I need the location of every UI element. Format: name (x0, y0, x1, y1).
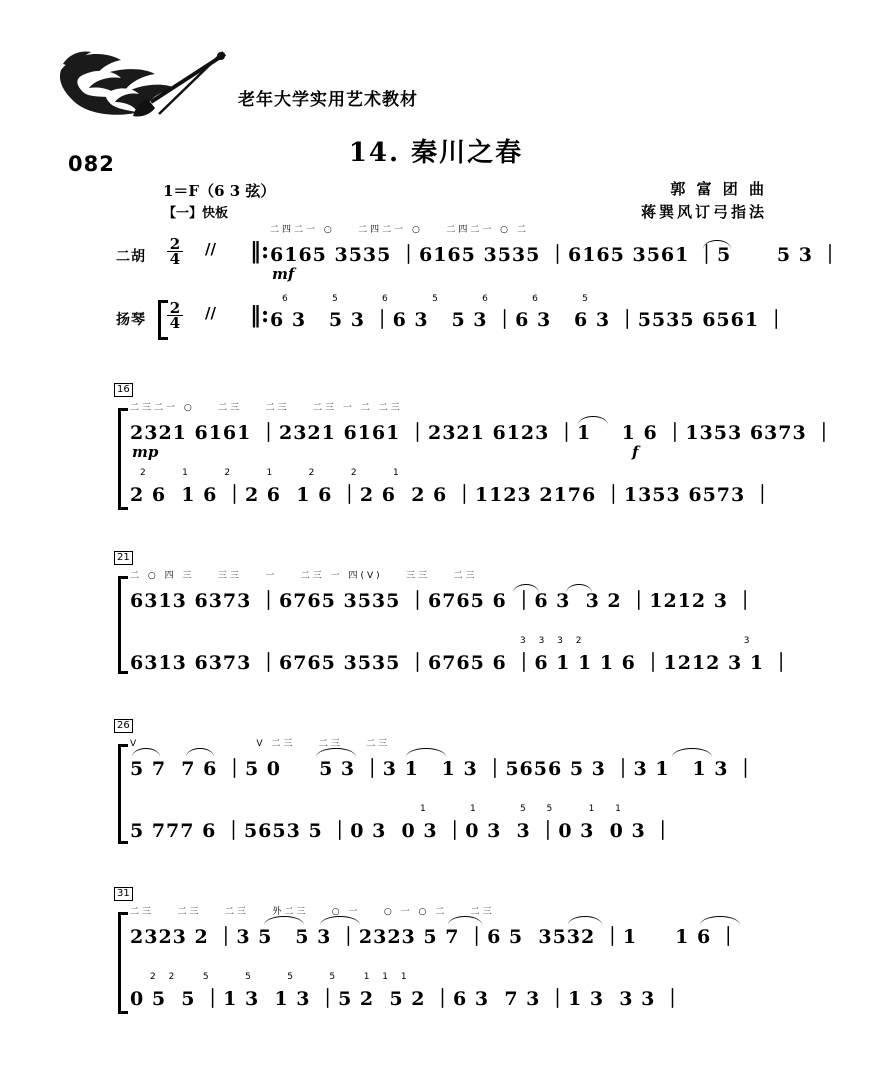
instrument-label-yangqin: 扬琴 (116, 312, 146, 328)
erhu-fingering-row: V V 二三 二三 二三 (130, 739, 391, 749)
erhu-fingering-row: 二 ○ 四 三 三三 一 二三 一 四(V) 三三 二三 (130, 571, 478, 581)
key-signature: 1＝F（6 3 弦） (163, 182, 276, 200)
slur-mark (186, 748, 214, 757)
time-signature-erhu (167, 237, 183, 266)
slur-mark (700, 916, 740, 925)
time-signature-numerator: 2 (169, 299, 181, 317)
measure-number-16: 16 (114, 383, 133, 397)
erhu-notes-row: 5 7 7 6 ｜5 0 5 3 ｜3 1 1 3 ｜5656 5 3 ｜3 1 1 3 ｜ (130, 758, 757, 780)
erhu-fingering-row: 二三二一 ○ 二三 二三 二三 一 二 二三 (130, 403, 403, 413)
yangqin-notes-row: 6313 6373 ｜6765 3535 ｜6765 6 ｜6 1 1 1 6 ｜1212 3 1 ｜ (130, 652, 792, 674)
measure-number-31: 31 (114, 887, 133, 901)
dynamic-mf: mf (272, 265, 295, 283)
arranger-credit: 蒋巽风订弓指法 (640, 203, 767, 221)
page-number: 082 (68, 152, 115, 176)
repeat-start-erhu: ‖: (250, 238, 270, 264)
staff-brace (118, 576, 128, 674)
page-title: 14. 秦川之春 (348, 138, 524, 168)
staff-brace (118, 912, 128, 1014)
measure-number-21: 21 (114, 551, 133, 565)
series-label: 老年大学实用艺术教材 (238, 90, 418, 110)
time-signature-denominator: 4 (167, 315, 183, 330)
yangqin-upper-row: 1 1 5 5 1 1 (420, 804, 626, 814)
erhu-notes-row: 6313 6373 ｜6765 3535 ｜6765 6 ｜6 3 3 2 ｜1212 3 ｜ (130, 590, 756, 612)
instrument-label-erhu: 二胡 (116, 249, 146, 265)
composer-credit: 郭 富 团 曲 (670, 180, 767, 198)
slur-mark (406, 748, 446, 757)
yangqin-upper-row: 3 3 3 2 3 (520, 636, 755, 646)
slur-mark (568, 916, 602, 925)
yangqin-notes-row: 5 777 6 ｜5653 5 ｜0 3 0 3 ｜0 3 3 ｜0 3 0 3 ｜ (130, 820, 674, 842)
tempo-marking: 【一】快板 (163, 206, 229, 221)
time-signature-numerator: 2 (169, 235, 181, 253)
rest-symbol-yangqin: // (205, 304, 216, 322)
rest-symbol-erhu: // (205, 240, 216, 258)
dynamic-mp: mp (132, 443, 159, 461)
slur-mark (264, 916, 304, 925)
dynamic-f: f (632, 443, 639, 461)
yangqin-upper-row: 2 2 5 5 5 5 1 1 1 (150, 972, 412, 982)
slur-mark (320, 916, 360, 925)
erhu-notes-row: 2321 6161 ｜2321 6161 ｜2321 6123 ｜1 1 6 ｜1353 6373 ｜ (130, 422, 835, 444)
slur-mark (672, 748, 712, 757)
slur-mark (132, 748, 160, 757)
credits (641, 178, 767, 224)
yangqin-upper-row: 6 5 6 5 6 6 5 (282, 294, 593, 304)
erhu-notes-row: 2323 2 ｜3 5 5 3 ｜2323 5 7 ｜6 5 3532 ｜1 1 6 ｜ (130, 926, 739, 948)
staff-brace (118, 408, 128, 510)
yangqin-notes-row: 0 5 5 ｜1 3 1 3 ｜5 2 5 2 ｜6 3 7 3 ｜1 3 3 3 ｜ (130, 988, 683, 1010)
yangqin-notes-row: 2 6 1 6 ｜2 6 1 6 ｜2 6 2 6 ｜1123 2176 ｜1353 6573 ｜ (130, 484, 773, 506)
staff-brace (118, 744, 128, 844)
erhu-fingering-row: 二四二一 ○ 二四二一 ○ 二四二一 ○ 二 (270, 225, 529, 235)
slur-mark (316, 748, 356, 757)
erhu-fingering-row: 二三 二三 二三 外二三 ○ 一 ○ 一 ○ 二 二三 (130, 907, 495, 917)
measure-number-26: 26 (114, 719, 133, 733)
slur-mark (448, 916, 482, 925)
staff-brace (158, 300, 168, 340)
erhu-notes-row: 6165 3535 ｜6165 3535 ｜6165 3561 ｜5 5 3 ｜ (270, 244, 841, 266)
repeat-start-yangqin: ‖: (250, 302, 270, 328)
time-signature-denominator: 4 (167, 251, 183, 266)
yangqin-upper-row: 2 1 2 1 2 2 1 (140, 468, 404, 478)
time-signature-yangqin (167, 301, 183, 330)
yangqin-notes-row: 6 3 5 3 ｜6 3 5 3 ｜6 3 6 3 ｜5535 6561 ｜ (270, 309, 787, 331)
